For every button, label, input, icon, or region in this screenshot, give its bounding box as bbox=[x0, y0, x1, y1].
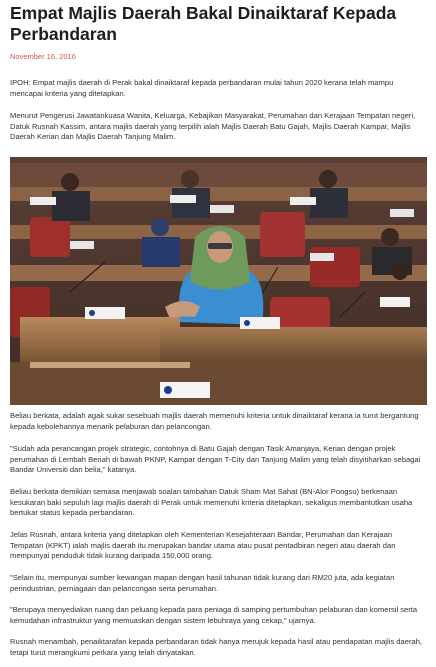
article-paragraph: "Berupaya menyediakan ruang dan peluang kepada para peniaga di samping pertumbuhan pelaburan dan komersil serta kemudahan infrastruktur yang memuaskan dengan sistem lebuhraya yang cekap," ujarnya. bbox=[10, 605, 418, 625]
article-photo bbox=[10, 157, 427, 405]
article-paragraph: Rusnah menambah, penaiktarafan kepada perbandaran tidak hanya merujuk kepada hasil atau pendapatan majlis daerah, tetapi turut merangkumi perkara yang telah dinyatakan. bbox=[10, 637, 423, 657]
article-date: November 16, 2016 bbox=[10, 52, 76, 61]
article-paragraph: Jelas Rusnah, antara kriteria yang ditetapkan oleh Kementerian Kesejahteraan Bandar, Perumahan dan Kerajaan Tempatan (KPKT) ialah majlis daerah itu merupakan bandar utama atau pusat pentadbiran negeri atau daerah dan mempunyai penduduk tidak kurang daripada 150,000 orang. bbox=[10, 530, 396, 561]
assembly-photo bbox=[10, 157, 427, 405]
article-paragraph: "Selain itu, mempunyai sumber kewangan mapan dengan hasil tahunan tidak kurang dari RM20 juta, ada kegiatan perindustrian, perniagaan dan pelancongan serta perumahan. bbox=[10, 573, 395, 593]
article-paragraph: Beliau berkata, adalah agak sukar sesebuah majlis daerah memenuhi kriteria untuk dinaiktaraf kerana ia turut bergantung kepada kebolehannya menarik pelaburan dan pelancongan. bbox=[10, 411, 419, 431]
article-paragraph: IPOH: Empat majlis daerah di Perak bakal dinaiktaraf kepada perbandaran mulai tahun 2020 kerana telah mampu mencapai kriteria yang ditetapkan. bbox=[10, 78, 394, 98]
article-paragraph: "Sudah ada perancangan projek strategic, contohnya di Batu Gajah dengan Tasik Amanjaya, Kerian dengan projek perumahan di Lembah Beriah di bawah PKNP, Kampar dengan T-City dan Tanjung Malim yang telah disyitiharkan sebagai Bandar Universiti dan belia," katanya. bbox=[10, 444, 421, 475]
article-paragraph: Beliau berkata demikian semasa menjawab soalan tambahan Datuk Sham Mat Sahat (BN-Alor Pongsu) berkenaan kesukaran baki sepuluh lagi majlis daerah di Perak untuk memenuhi kriteria ditetapkan, sekaligus membantutkan usaha bertukar status kepada perbandaran. bbox=[10, 487, 413, 518]
article-title: Empat Majlis Daerah Bakal Dinaiktaraf Kepada Perbandaran bbox=[10, 3, 397, 44]
article-paragraph: Menurut Pengerusi Jawatankuasa Wanita, Keluarga, Kebajikan Masyarakat, Perumahan dan Kerajaan Tempatan negeri, Datuk Rusnah Kassim, antara majlis daerah yang terpilih ialah Majlis Daerah Batu Gajah, Majlis Daerah Kampar, Majlis Daerah Kerian dan Majlis Daerah Tanjung Malim. bbox=[10, 111, 416, 142]
